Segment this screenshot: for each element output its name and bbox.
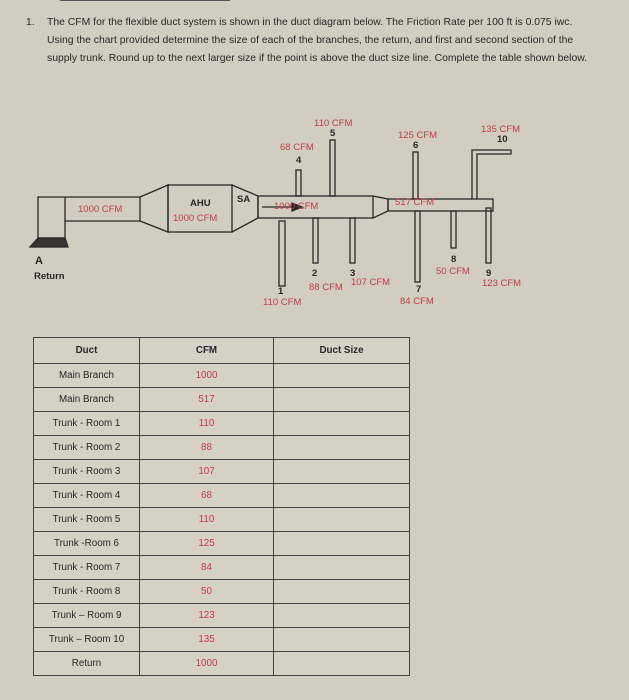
cfm-cell: 50: [140, 580, 274, 604]
branch-8-num: 8: [451, 254, 457, 265]
duct-size-cell[interactable]: [274, 460, 410, 484]
branch-9-cfm: 123 CFM: [482, 278, 522, 289]
duct-cell: Trunk - Room 5: [34, 508, 140, 532]
table-row: [34, 556, 410, 580]
branch-1: [279, 221, 285, 286]
duct-size-cell[interactable]: [274, 652, 410, 676]
cfm-cell: 84: [140, 556, 274, 580]
return-letter: A: [35, 255, 43, 267]
duct-cell: Main Branch: [34, 364, 140, 388]
cfm-cell: 110: [140, 412, 274, 436]
branch-5-num: 5: [330, 128, 336, 139]
branch-2-num: 2: [312, 268, 318, 279]
table-row: [34, 604, 410, 628]
branch-3: [350, 218, 355, 263]
branch-6: [413, 152, 418, 199]
question-text: The CFM for the flexible duct system is shown in the duct diagram below. The Friction Rate per 100 ft is 0.075 iwc. Using the chart provided determine the size of each of the branches, the return, and first and second section of the supply trunk. Round up to the next larger size if the point is above the duct size line. Complete the table shown below.: [47, 17, 588, 64]
duct-size-cell[interactable]: [274, 436, 410, 460]
duct-size-table: [33, 337, 410, 676]
duct-cell: Trunk - Room 4: [34, 484, 140, 508]
header-duct: Duct: [34, 338, 140, 364]
duct-cell: Trunk – Room 9: [34, 604, 140, 628]
table-row: [34, 412, 410, 436]
cfm-cell: 68: [140, 484, 274, 508]
duct-cell: Trunk – Room 10: [34, 628, 140, 652]
cfm-cell: 88: [140, 436, 274, 460]
table-row: [34, 628, 410, 652]
branch-5: [330, 140, 335, 196]
branch-10-cfm: 135 CFM: [481, 124, 521, 135]
cfm-cell: 1000: [140, 652, 274, 676]
branch-2-cfm: 88 CFM: [309, 282, 343, 293]
header-duct-size: Duct Size: [274, 338, 410, 364]
table-row: [34, 364, 410, 388]
table-row: [34, 580, 410, 604]
branch-3-cfm: 107 CFM: [351, 277, 391, 288]
duct-cell: Return: [34, 652, 140, 676]
branch-1-cfm: 110 CFM: [263, 297, 302, 308]
branch-10-num: 10: [497, 134, 508, 145]
cfm-cell: 125: [140, 532, 274, 556]
duct-size-cell[interactable]: [274, 484, 410, 508]
ahu-cfm: 1000 CFM: [173, 213, 218, 224]
table-row: [34, 532, 410, 556]
branch-6-num: 6: [413, 140, 419, 151]
duct-cell: Main Branch: [34, 388, 140, 412]
branch-2: [313, 218, 318, 263]
cfm-cell: 123: [140, 604, 274, 628]
duct-cell: Trunk - Room 3: [34, 460, 140, 484]
trunk2-cfm: 517 CFM: [395, 197, 435, 208]
sa-label: SA: [237, 194, 251, 205]
branch-4-cfm: 68 CFM: [280, 142, 314, 153]
branch-4: [296, 170, 301, 196]
branch-5-cfm: 110 CFM: [314, 118, 353, 129]
duct-cell: Trunk - Room 1: [34, 412, 140, 436]
duct-cell: Trunk -Room 6: [34, 532, 140, 556]
header-cfm: CFM: [140, 338, 274, 364]
duct-size-cell[interactable]: [274, 508, 410, 532]
branch-8-cfm: 50 CFM: [436, 266, 470, 277]
duct-cell: Trunk - Room 8: [34, 580, 140, 604]
duct-cell: Trunk - Room 7: [34, 556, 140, 580]
question-number: 1.: [26, 17, 35, 28]
cfm-cell: 517: [140, 388, 274, 412]
table-row: [34, 652, 410, 676]
branch-9: [486, 208, 491, 263]
table-row: [34, 436, 410, 460]
duct-cell: Trunk - Room 2: [34, 436, 140, 460]
cfm-cell: 110: [140, 508, 274, 532]
duct-size-cell[interactable]: [274, 580, 410, 604]
cfm-cell: 135: [140, 628, 274, 652]
branch-7-cfm: 84 CFM: [400, 296, 434, 307]
duct-size-cell[interactable]: [274, 604, 410, 628]
branch-1-num: 1: [278, 286, 284, 297]
return-grille: [30, 238, 68, 247]
table-row: [34, 484, 410, 508]
cfm-cell: 107: [140, 460, 274, 484]
branch-8: [451, 211, 456, 248]
table-row: [34, 508, 410, 532]
return-label: Return: [34, 271, 65, 282]
branch-4-num: 4: [296, 155, 302, 166]
table-row: [34, 460, 410, 484]
branch-9-num: 9: [486, 268, 492, 279]
branch-7-num: 7: [416, 284, 422, 295]
return-cfm: 1000 CFM: [78, 204, 123, 215]
table-header-row: [34, 338, 410, 364]
duct-size-cell[interactable]: [274, 412, 410, 436]
return-transition: [140, 185, 168, 232]
branch-7: [415, 211, 420, 282]
duct-size-cell[interactable]: [274, 364, 410, 388]
trunk1-cfm: 1000 CFM: [274, 201, 319, 212]
cfm-cell: 1000: [140, 364, 274, 388]
branch-10: [472, 150, 511, 199]
supply-transition: [232, 185, 258, 232]
duct-size-cell[interactable]: [274, 532, 410, 556]
branch-3-num: 3: [350, 268, 356, 279]
table-row: [34, 388, 410, 412]
duct-size-cell[interactable]: [274, 628, 410, 652]
trunk-reducer: [373, 196, 388, 218]
duct-size-cell[interactable]: [274, 556, 410, 580]
duct-diagram: [0, 0, 629, 330]
ahu-label: AHU: [190, 198, 211, 209]
duct-size-cell[interactable]: [274, 388, 410, 412]
branch-6-cfm: 125 CFM: [398, 130, 438, 141]
